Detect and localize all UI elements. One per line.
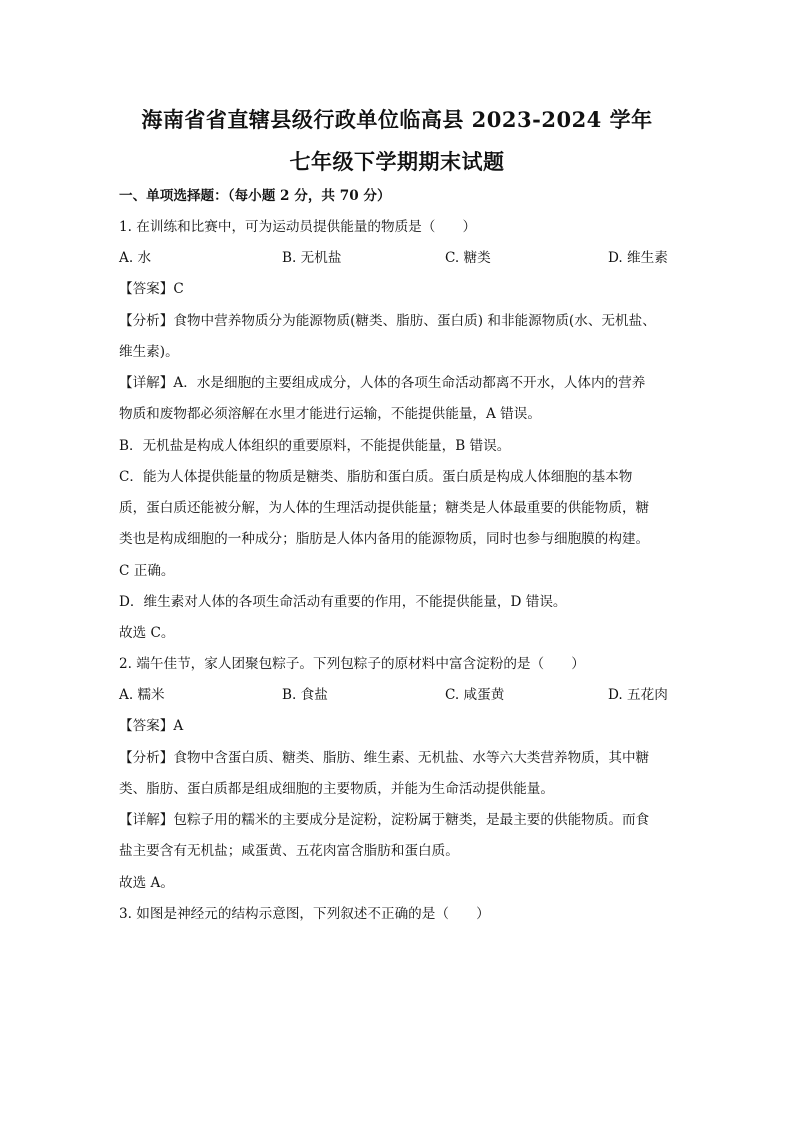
question-2-option-d: D. 五花肉 (608, 687, 668, 703)
question-1-stem: 1. 在训练和比赛中，可为运动员提供能量的物质是（ ） (119, 219, 477, 235)
question-1-option-d: D. 维生素 (608, 250, 668, 266)
question-2-option-b: B. 食盐 (282, 687, 328, 703)
question-1-answer: 【答案】C (119, 281, 184, 297)
question-2-stem: 2. 端午佳节，家人团聚包粽子。下列包粽子的原材料中富含淀粉的是（ ） (119, 656, 585, 672)
question-2-detail-line: 盐主要含有无机盐；咸蛋黄、五花肉富含脂肪和蛋白质。 (119, 843, 459, 859)
question-1-detail-line: C 正确。 (119, 563, 175, 579)
question-2-option-a: A. 糯米 (119, 687, 165, 703)
question-2-detail-line: 【详解】包粽子用的糯米的主要成分是淀粉，淀粉属于糖类，是最主要的供能物质。而食 (119, 812, 650, 828)
question-2-analysis-line: 【分析】食物中含蛋白质、糖类、脂肪、维生素、无机盐、水等六大类营养物质，其中糖 (119, 750, 650, 766)
document-title-line-2: 七年级下学期期末试题 (289, 149, 505, 174)
question-1-detail-line: 物质和废物都必须溶解在水里才能进行运输，不能提供能量，A 错误。 (119, 406, 541, 422)
question-1-option-c: C. 糖类 (445, 250, 491, 266)
question-1-option-a: A. 水 (119, 250, 152, 266)
document-title-line-1: 海南省省直辖县级行政单位临高县 2023-2024 学年 (141, 107, 653, 132)
question-1-detail-line: C．能为人体提供能量的物质是糖类、脂肪和蛋白质。蛋白质是构成人体细胞的基本物 (119, 469, 633, 485)
section-heading: 一、单项选择题：（每小题 2 分，共 70 分） (119, 188, 391, 204)
question-1-detail-line: D．维生素对人体的各项生命活动有重要的作用，不能提供能量，D 错误。 (119, 594, 567, 610)
question-1-analysis-line: 维生素)。 (119, 344, 179, 360)
question-2-conclusion: 故选 A。 (119, 875, 174, 891)
question-1-option-b: B. 无机盐 (282, 250, 342, 266)
question-3-stem: 3. 如图是神经元的结构示意图，下列叙述不正确的是（ ） (119, 906, 490, 922)
question-2-answer: 【答案】A (119, 718, 184, 734)
question-1-detail-line: 【详解】A．水是细胞的主要组成成分，人体的各项生命活动都离不开水，人体内的营养 (119, 375, 646, 391)
question-1-detail-line: 质，蛋白质还能被分解，为人体的生理活动提供能量；糖类是人体最重要的供能物质，糖 (119, 500, 650, 516)
question-2-option-c: C. 咸蛋黄 (445, 687, 505, 703)
question-1-analysis-line: 【分析】食物中营养物质分为能源物质(糖类、脂肪、蛋白质) 和非能源物质(水、无机盐、 (119, 313, 656, 329)
question-2-analysis-line: 类、脂肪、蛋白质都是组成细胞的主要物质，并能为生命活动提供能量。 (119, 781, 554, 797)
question-1-conclusion: 故选 C。 (119, 625, 175, 641)
question-1-detail-line: B．无机盐是构成人体组织的重要原料，不能提供能量，B 错误。 (119, 438, 511, 454)
question-1-detail-line: 类也是构成细胞的一种成分；脂肪是人体内备用的能源物质，同时也参与细胞膜的构建。 (119, 531, 650, 547)
